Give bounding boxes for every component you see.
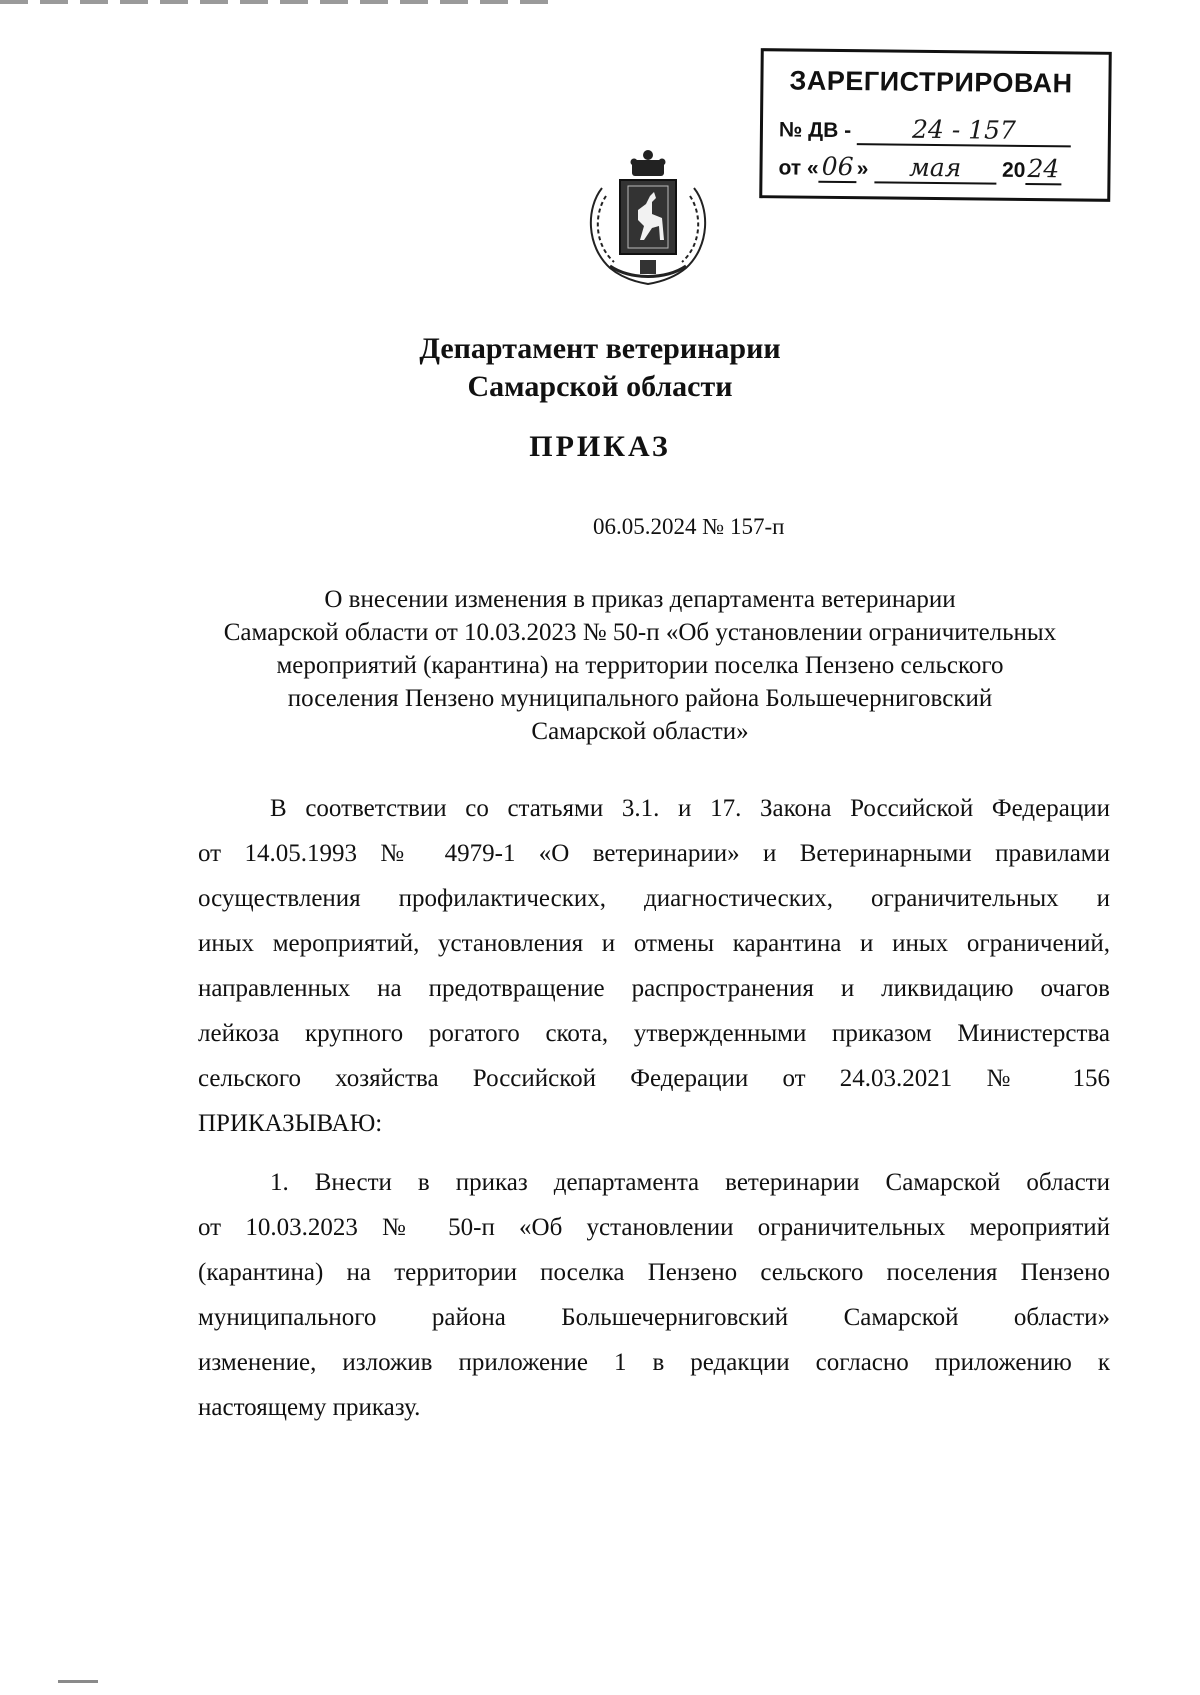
preamble-order-word: ПРИКАЗЫВАЮ: [198,1110,383,1137]
stamp-date-line [778,151,1061,185]
preamble-line: лейкоза крупного рогатого скота, утвержденными приказом Министерства [198,1020,1110,1047]
subject-line: Самарской области» [531,718,749,745]
document-subject [170,583,1110,748]
stamp-year-prefix: 20 [1001,158,1026,182]
preamble-line: сельского хозяйства Российской Федерации от 24.03.2021 № 156 [198,1065,1110,1092]
item-1-line: (карантина) на территории поселка Пензено сельского поселения Пензено [198,1259,1110,1286]
item-1-line: от 10.03.2023 № 50-п «Об установлении ограничительных мероприятий [198,1214,1110,1241]
stamp-number-handwritten: 24 - 157 [857,114,1071,147]
preamble-line: иных мероприятий, установления и отмены карантина и иных ограничений, [198,930,1110,957]
document-date-number: 06.05.2024 № 157-п [593,514,785,539]
subject-line: Самарской области от 10.03.2023 № 50-п «Об установлении ограничительных [223,619,1057,646]
item-1-line: муниципального района Большечерниговский Самарской области» [198,1304,1110,1331]
scan-edge-marks [0,0,560,4]
preamble-line: В соответствии со статьями 3.1. и 17. Закона Российской Федерации [270,795,1110,822]
stamp-month-handwritten: мая [874,152,996,184]
department-line-1: Департамент ветеринарии [419,332,781,365]
subject-line: поселения Пензено муниципального района Большечерниговский [287,685,993,712]
stamp-title: ЗАРЕГИСТРИРОВАН [789,65,1073,99]
preamble-line: направленных на предотвращение распространения и ликвидацию очагов [198,975,1110,1002]
stamp-number-line [779,113,1071,147]
registration-stamp [759,48,1112,202]
subject-line: мероприятий (карантина) на территории поселка Пензено сельского [276,652,1004,679]
stamp-date-mid: » [856,157,869,181]
preamble-line: осуществления профилактических, диагностических, ограничительных и [198,885,1110,912]
scan-edge-mark [58,1680,98,1683]
stamp-number-label: № ДВ - [778,118,852,143]
item-1-line: изменение, изложив приложение 1 в редакции согласно приложению к [198,1349,1110,1376]
item-1-line: настоящему приказу. [198,1394,421,1421]
subject-line: О внесении изменения в приказ департамента ветеринарии [324,586,956,613]
department-line-2: Самарской области [467,370,733,403]
document-type: ПРИКАЗ [529,430,671,463]
coat-of-arms-emblem [580,148,716,288]
preamble-paragraph [198,786,1110,1146]
item-1-paragraph [198,1160,1110,1430]
preamble-line: от 14.05.1993 № 4979-1 «О ветеринарии» и Ветеринарными правилами [198,840,1110,867]
stamp-day-handwritten: 06 [818,152,856,183]
department-name [0,330,1200,406]
stamp-date-prefix: от « [778,156,819,180]
stamp-year-handwritten: 24 [1025,154,1061,185]
item-1-line: 1. Внести в приказ департамента ветеринарии Самарской области [270,1169,1110,1196]
